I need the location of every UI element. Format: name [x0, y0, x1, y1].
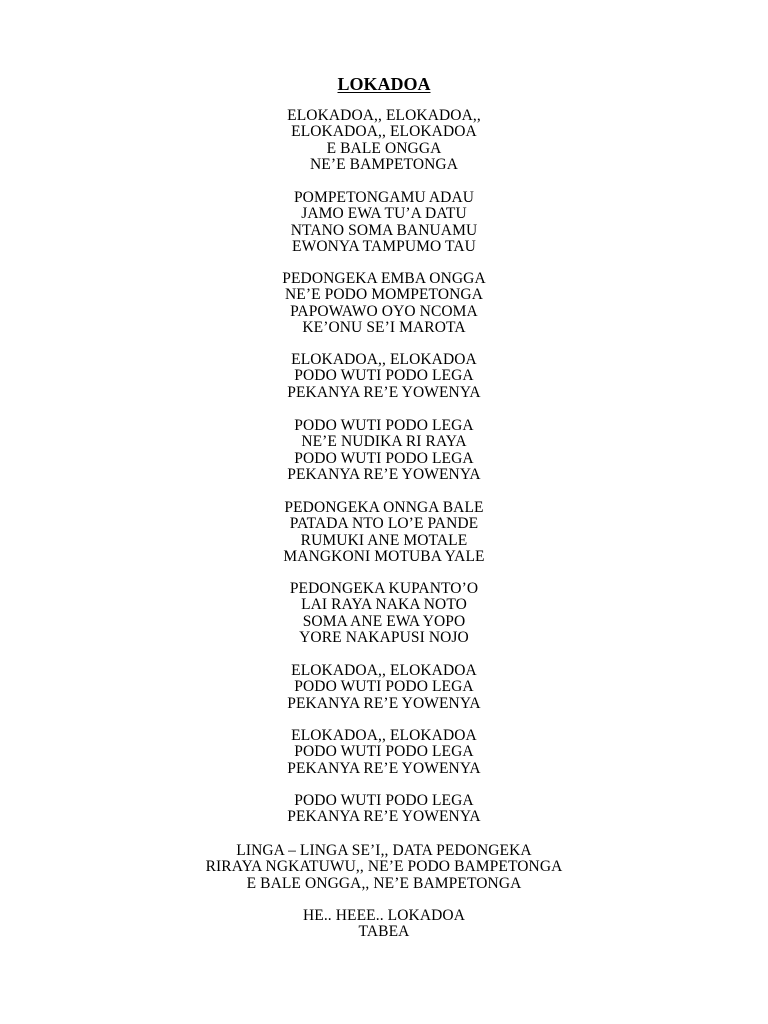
- lyric-line: PEKANYA RE’E YOWENYA: [287, 465, 481, 483]
- lyric-line: JAMO EWA TU’A DATU: [301, 205, 467, 223]
- stanza-9: [0, 728, 768, 777]
- lyric-line: PEKANYA RE’E YOWENYA: [287, 383, 481, 401]
- lyric-line: ELOKADOA,, ELOKADOA: [291, 351, 477, 368]
- lyric-line: E BALE ONGGA,, NE’E BAMPETONGA: [246, 874, 522, 892]
- lyric-line: PODO WUTI PODO LEGA: [294, 417, 474, 434]
- lyric-line: ELOKADOA,, ELOKADOA: [291, 727, 477, 744]
- stanza-3: [0, 271, 768, 336]
- lyric-line: ELOKADOA,, ELOKADOA: [291, 123, 477, 141]
- stanza-4: [0, 352, 768, 401]
- lyric-line: ELOKADOA,, ELOKADOA: [291, 662, 477, 679]
- lyric-line: HE.. HEEE.. LOKADOA: [302, 907, 466, 924]
- lyric-line: PODO WUTI PODO LEGA: [294, 367, 474, 385]
- lyric-line: PODO WUTI PODO LEGA: [294, 449, 474, 467]
- lyric-line: TABEA: [358, 923, 410, 941]
- stanza-12: [0, 908, 768, 941]
- lyric-line: MANGKONI MOTUBA YALE: [283, 547, 485, 565]
- lyric-line: E BALE ONGGA: [326, 139, 442, 157]
- lyric-line: YORE NAKAPUSI NOJO: [299, 628, 469, 646]
- lyric-line: NE’E BAMPETONGA: [309, 155, 459, 173]
- lyric-line: LINGA – LINGA SE’I,, DATA PEDONGEKA: [236, 842, 532, 859]
- lyric-line: PEDONGEKA ONNGA BALE: [284, 499, 484, 516]
- lyric-line: PATADA NTO LO’E PANDE: [289, 515, 479, 533]
- lyric-line: ELOKADOA,, ELOKADOA,,: [287, 107, 481, 124]
- lyric-line: PODO WUTI PODO LEGA: [294, 743, 474, 761]
- lyric-line: NTANO SOMA BANUAMU: [290, 221, 478, 239]
- lyric-line: PEKANYA RE’E YOWENYA: [287, 694, 481, 712]
- lyric-line: POMPETONGAMU ADAU: [293, 189, 475, 206]
- lyric-line: PAPOWAWO OYO NCOMA: [290, 302, 478, 320]
- page-title: LOKADOA: [337, 74, 431, 94]
- stanza-5: [0, 418, 768, 483]
- lyric-line: PEDONGEKA KUPANTO’O: [289, 580, 479, 597]
- lyric-line: SOMA ANE EWA YOPO: [302, 612, 466, 630]
- stanza-7: [0, 581, 768, 646]
- stanza-8: [0, 663, 768, 712]
- lyric-line: LAI RAYA NAKA NOTO: [301, 596, 467, 614]
- stanza-2: [0, 190, 768, 255]
- stanza-1: [0, 108, 768, 173]
- stanza-6: [0, 500, 768, 565]
- lyric-line: PODO WUTI PODO LEGA: [294, 792, 474, 809]
- stanza-11: [0, 843, 768, 892]
- lyric-line: PEDONGEKA EMBA ONGGA: [282, 270, 486, 287]
- lyric-line: PEKANYA RE’E YOWENYA: [287, 808, 481, 826]
- lyric-line: PODO WUTI PODO LEGA: [294, 678, 474, 696]
- lyric-line: PEKANYA RE’E YOWENYA: [287, 759, 481, 777]
- lyric-line: NE’E PODO MOMPETONGA: [284, 286, 484, 304]
- lyric-line: KE’ONU SE’I MAROTA: [302, 318, 466, 336]
- lyric-line: NE’E NUDIKA RI RAYA: [301, 433, 467, 451]
- lyric-line: EWONYA TAMPUMO TAU: [292, 237, 476, 255]
- lyric-line: RIRAYA NGKATUWU,, NE’E PODO BAMPETONGA: [205, 858, 563, 876]
- lyric-line: RUMUKI ANE MOTALE: [300, 531, 468, 549]
- stanza-10: [0, 793, 768, 826]
